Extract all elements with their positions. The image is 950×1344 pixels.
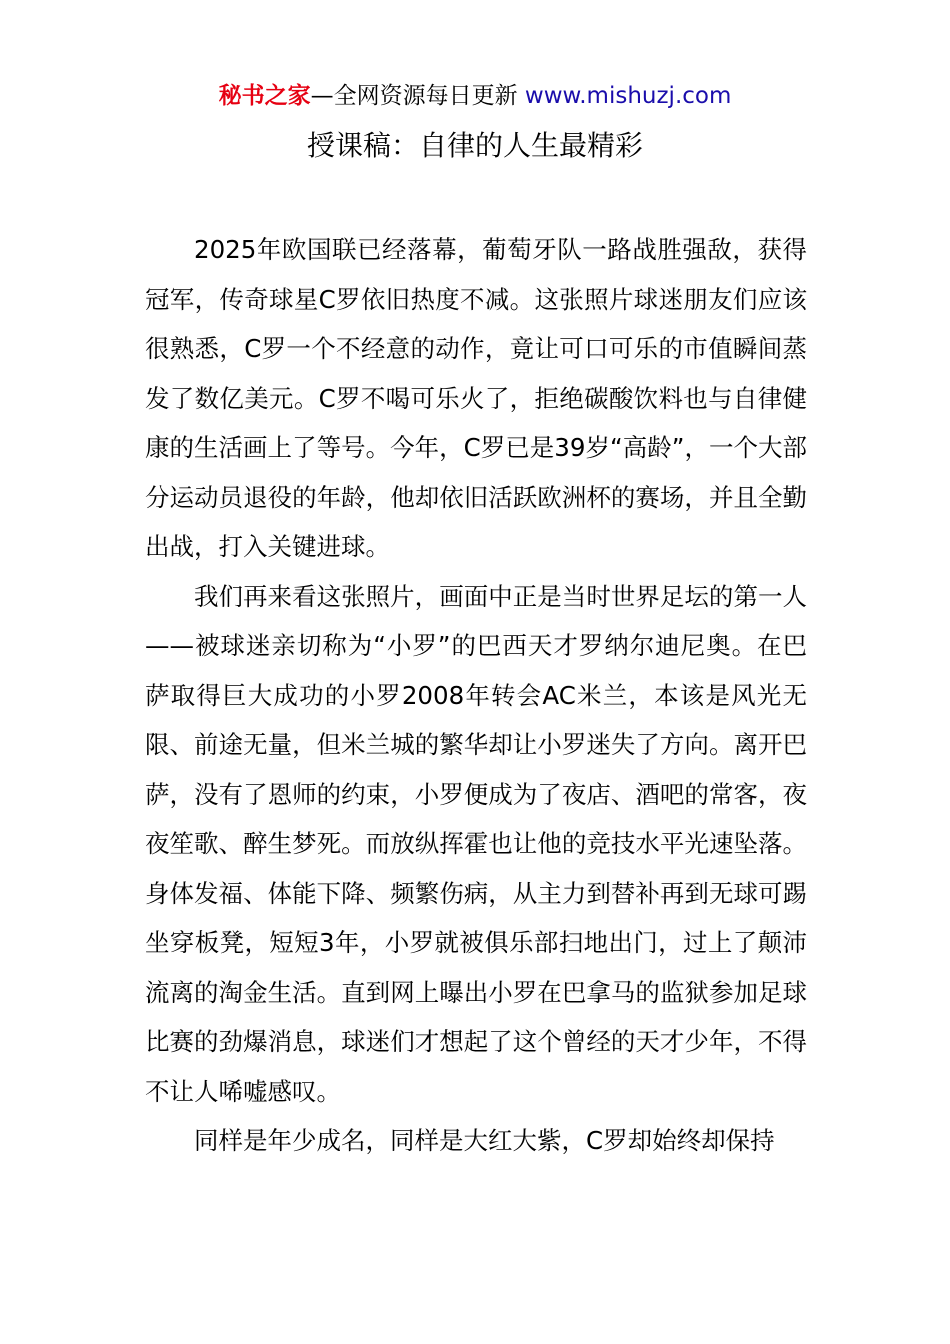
document-body bbox=[145, 225, 807, 1166]
paragraph: 2025年欧国联已经落幕，葡萄牙队一路战胜强敌，获得冠军，传奇球星C罗依旧热度不减。这张照片球迷朋友们应该很熟悉，C罗一个不经意的动作，竟让可口可乐的市值瞬间蒸发了数亿美元。C罗不喝可乐火了，拒绝碳酸饮料也与自律健康的生活画上了等号。今年，C罗已是39岁“高龄”，一个大部分运动员退役的年龄，他却依旧活跃欧洲杯的赛场，并且全勤出战，打入关键进球。 bbox=[145, 235, 807, 561]
site-tagline: —全网资源每日更新 bbox=[310, 83, 518, 109]
paragraph: 我们再来看这张照片，画面中正是当时世界足坛的第一人——被球迷亲切称为“小罗”的巴西天才罗纳尔迪尼奥。在巴萨取得巨大成功的小罗2008年转会AC米兰，本该是风光无限、前途无量，但米兰城的繁华却让小罗迷失了方向。离开巴萨，没有了恩师的约束，小罗便成为了夜店、酒吧的常客，夜夜笙歌、醉生梦死。而放纵挥霍也让他的竞技水平光速坠落。身体发福、体能下降、频繁伤病，从主力到替补再到无球可踢坐穿板凳，短短3年，小罗就被俱乐部扫地出门，过上了颠沛流离的淘金生活。直到网上曝出小罗在巴拿马的监狱参加足球比赛的劲爆消息，球迷们才想起了这个曾经的天才少年，不得不让人唏嘘感叹。 bbox=[145, 581, 807, 1106]
site-brand: 秘书之家 bbox=[218, 83, 311, 109]
document-title: 授课稿：自律的人生最精彩 bbox=[306, 129, 643, 162]
site-url-link[interactable]: www.mishuzj.com bbox=[517, 83, 732, 109]
paragraph: 同样是年少成名，同样是大红大紫，C罗却始终却保持 bbox=[194, 1126, 775, 1155]
site-header bbox=[0, 80, 950, 112]
